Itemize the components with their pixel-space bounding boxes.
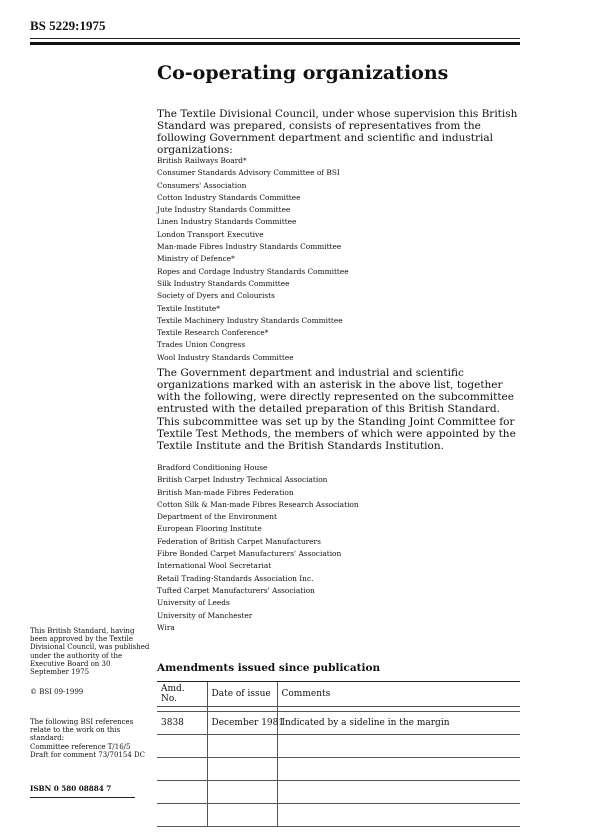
amendment-comment: Indicated by a sideline in the margin [277,712,520,735]
organization-item: Cotton Industry Standards Committee [157,192,301,202]
isbn: ISBN 0 580 08884 7 [30,784,112,793]
organization-item: British Man-made Fibres Federation [157,487,294,497]
organization-item: Textile Institute* [157,303,220,313]
isbn-rule [30,797,135,798]
organization-item: Wool Industry Standards Committee [157,352,294,362]
header-date-of-issue: Date of issue [207,682,277,707]
organization-item: Department of the Environment [157,512,277,522]
header-amd-no: Amd. No. [157,682,207,707]
empty-row [157,804,520,827]
organization-item: International Wool Secretariat [157,561,272,571]
amendments-title: Amendments issued since publication [157,662,381,674]
organization-item: London Transport Executive [157,229,264,239]
copyright-note: © BSI 09-1999 [30,688,84,696]
approval-note: This British Standard, having been approved by the Textile Divisional Council, was published under the authority of the Executive Board on 30 September 1975 [30,627,150,677]
organization-item: British Carpet Industry Technical Association [157,475,328,485]
empty-row [157,758,520,781]
organization-item: Ministry of Defence* [157,254,235,264]
organization-item: European Flooring Institute [157,524,262,534]
organization-item: British Railways Board* [157,156,247,165]
organization-item: Trades Union Congress [157,340,246,350]
council-member-list [157,155,349,364]
amendments-table [157,681,520,827]
bsi-references-note [30,718,150,759]
organization-item: Silk Industry Standards Committee [157,278,290,288]
organization-item: Tufted Carpet Manufacturers' Association [157,585,315,595]
organization-item: University of Manchester [157,610,253,620]
organization-item: Man-made Fibres Industry Standards Committee [157,242,342,252]
empty-row [157,781,520,804]
organization-item: Ropes and Cordage Industry Standards Committee [157,266,349,276]
organization-item: Society of Dyers and Colourists [157,291,275,301]
organization-item: Linen Industry Standards Committee [157,217,297,227]
empty-row [157,735,520,758]
organization-item: Wira [157,622,175,632]
organization-item: Cotton Silk & Man-made Fibres Research Association [157,499,359,509]
intro-paragraph: The Textile Divisional Council, under whose supervision this British Standard was prepared, consists of representatives from the following Government department and scientific and industrial organizations: [157,108,518,156]
organization-item: Bradford Conditioning House [157,463,268,472]
asterisk-paragraph: The Government department and industrial and scientific organizations marked with an asterisk in the above list, together with the following, were directly represented on the subcommittee entrusted with the detailed preparation of this British Standard. [157,367,514,415]
organization-item: Consumers' Association [157,180,247,190]
organization-item: Fibre Bonded Carpet Manufacturers' Association [157,549,342,559]
amendment-date: December 1981 [207,712,277,735]
organization-item: Consumer Standards Advisory Committee of BSI [157,168,340,178]
organization-item: Retail Trading-Standards Association Inc. [157,573,314,583]
subcommittee-member-list [157,462,359,634]
document-code: BS 5229:1975 [30,18,106,33]
organization-item: Federation of British Carpet Manufacturers [157,536,321,546]
header-rule-thin [30,38,520,39]
references-intro: The following BSI references relate to the work on this standard: [30,718,134,743]
amendment-row [157,712,520,735]
committee-reference: Committee reference T/16/5 [30,742,131,751]
organization-item: University of Leeds [157,598,230,608]
amendments-header-row [157,682,520,707]
page-title: Co-operating organizations [157,62,449,84]
organization-item: Jute Industry Standards Committee [157,205,291,215]
subcommittee-paragraph: This subcommittee was set up by the Standing Joint Committee for Textile Test Methods, the members of which were appointed by the Textile Institute and the British Standards Institution. [157,416,516,452]
amendment-number: 3838 [157,712,207,735]
header-comments: Comments [277,682,520,707]
header-rule-thick [30,42,520,45]
organization-item: Textile Machinery Industry Standards Committee [157,315,343,325]
draft-reference: Draft for comment 73/70154 DC [30,750,145,759]
organization-item: Textile Research Conference* [157,328,269,338]
